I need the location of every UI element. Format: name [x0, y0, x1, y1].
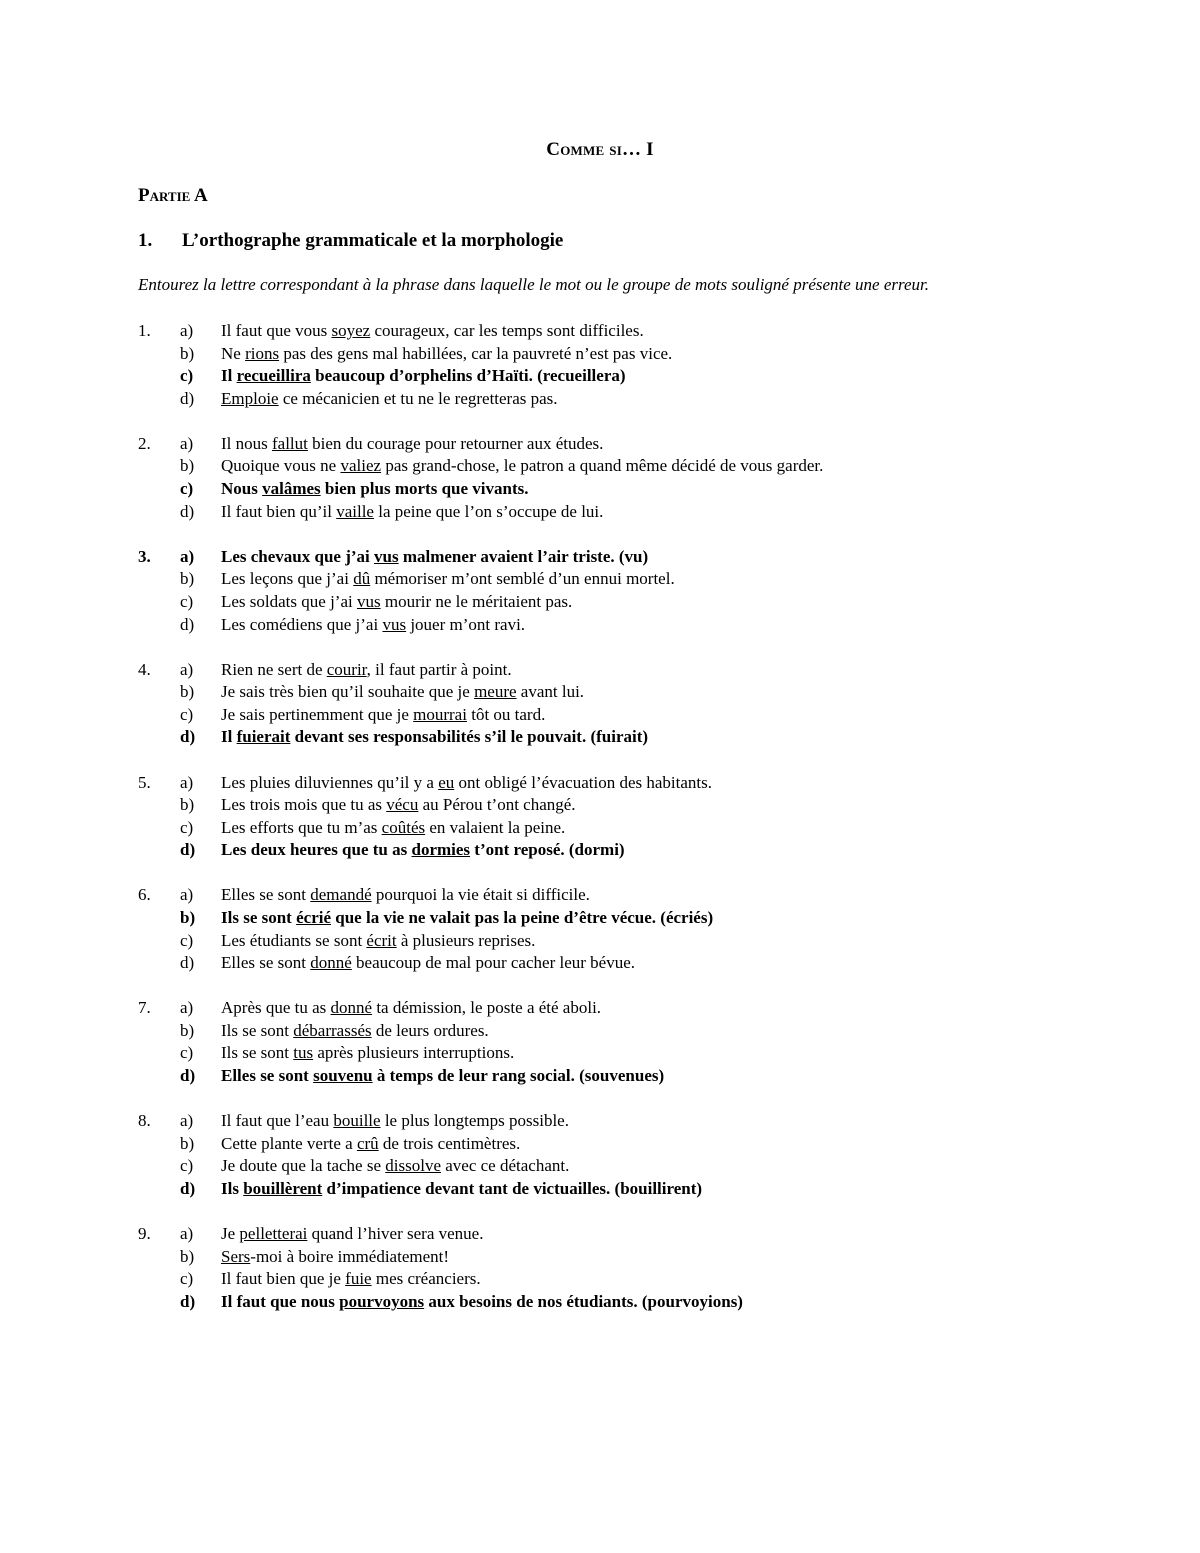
sentence-text: avec ce détachant. [441, 1156, 570, 1176]
underlined-word: pourvoyons [339, 1291, 425, 1311]
sentence-text: Je sais pertinemment que je [221, 704, 414, 724]
underlined-word: valiez [340, 456, 382, 476]
underlined-word: donné [310, 953, 352, 973]
underlined-word: coûtés [381, 817, 426, 837]
document-title: Comme si… I [546, 139, 654, 160]
question-list [0, 320, 1200, 1336]
sentence-text: Ils se sont [221, 907, 297, 927]
question-number: 3. [138, 546, 151, 566]
sentence-text: t’ont reposé. (dormi) [470, 840, 625, 860]
sentence-text: , il faut partir à point. [366, 659, 512, 679]
option-letter[interactable]: c) [180, 930, 194, 950]
sentence-text: beaucoup de mal pour cacher leur bévue. [351, 953, 635, 973]
option-sentence [221, 1178, 702, 1201]
option-row-answer [0, 1178, 1200, 1201]
option-row [0, 343, 1200, 366]
option-sentence [221, 839, 625, 862]
underlined-word: crû [356, 1133, 379, 1153]
sentence-text: Les étudiants se sont [221, 930, 367, 950]
sentence-text: Il [221, 727, 237, 747]
sentence-text: Cette plante verte a [221, 1133, 357, 1153]
sentence-text: Elles se sont [221, 885, 311, 905]
option-row [0, 794, 1200, 817]
underlined-word: écrié [296, 907, 332, 927]
option-letter[interactable]: d) [180, 1178, 196, 1198]
option-letter[interactable]: a) [180, 659, 194, 679]
option-row [0, 884, 1200, 907]
underlined-word: courir [326, 659, 367, 679]
underlined-word: dissolve [385, 1156, 441, 1176]
sentence-text: Quoique vous ne [221, 456, 341, 476]
option-sentence [221, 546, 648, 569]
sentence-text: mes créanciers. [371, 1269, 481, 1289]
option-row [0, 1020, 1200, 1043]
option-sentence [221, 501, 603, 524]
underlined-word: souvenu [313, 1066, 373, 1086]
sentence-text: avant lui. [516, 682, 585, 702]
sentence-text: Je sais très bien qu’il souhaite que je [221, 682, 475, 702]
sentence-text: Il faut que l’eau [221, 1111, 334, 1131]
option-letter[interactable]: c) [180, 1269, 194, 1289]
option-row-answer [0, 1065, 1200, 1088]
option-row [0, 1268, 1200, 1291]
sentence-text: Ils se sont [221, 1020, 294, 1040]
underlined-word: fuierait [236, 727, 291, 747]
option-sentence [221, 1020, 489, 1043]
underlined-word: pelletterai [239, 1224, 308, 1243]
section-number: 1. [138, 230, 153, 251]
question-number: 4. [138, 659, 151, 679]
option-sentence [221, 704, 545, 727]
sentence-text: ce mécanicien et tu ne le regretteras pas. [278, 388, 558, 408]
option-letter[interactable]: b) [180, 907, 196, 927]
sentence-text: Ils se sont [221, 1043, 294, 1063]
underlined-word: dû [353, 569, 371, 589]
sentence-text: Ils [221, 1178, 244, 1198]
sentence-text: mémoriser m’ont semblé d’un ennui mortel. [370, 569, 675, 589]
option-row [0, 997, 1200, 1020]
option-sentence [221, 817, 565, 840]
option-row [0, 433, 1200, 456]
option-sentence [221, 1223, 483, 1246]
sentence-text: Il faut que nous [221, 1291, 340, 1311]
underlined-word: écrit [366, 930, 397, 950]
question-number: 7. [138, 998, 151, 1018]
sentence-text: Il [221, 366, 237, 386]
underlined-word: vécu [386, 795, 419, 815]
question-number: 8. [138, 1111, 151, 1131]
sentence-text: Les comédiens que j’ai [221, 614, 383, 634]
option-letter[interactable]: b) [180, 795, 195, 815]
option-row [0, 455, 1200, 478]
option-sentence [221, 1065, 664, 1088]
option-row [0, 930, 1200, 953]
option-sentence [221, 907, 713, 930]
sentence-text: Je [221, 1224, 240, 1243]
sentence-text: Il faut bien que je [221, 1269, 346, 1289]
option-letter[interactable]: c) [180, 817, 194, 837]
option-sentence [221, 1133, 520, 1156]
option-row [0, 1042, 1200, 1065]
sentence-text: Rien ne sert de [221, 659, 327, 679]
option-sentence [221, 478, 528, 501]
option-sentence [221, 1268, 481, 1291]
option-sentence [221, 388, 558, 411]
sentence-text: -moi à boire immédiatement! [250, 1246, 450, 1266]
option-sentence [221, 320, 644, 343]
question-item [0, 546, 1200, 636]
sentence-text: devant ses responsabilités s’il le pouvait. (fuirait) [290, 727, 649, 747]
option-sentence [221, 884, 590, 907]
option-row [0, 952, 1200, 975]
option-sentence [221, 1155, 569, 1178]
sentence-text: Il faut que vous [221, 321, 332, 340]
option-letter[interactable]: a) [180, 546, 195, 566]
option-sentence [221, 343, 672, 366]
question-item [0, 1110, 1200, 1200]
option-sentence [221, 726, 648, 749]
option-letter[interactable]: a) [180, 885, 194, 905]
sentence-text: ont obligé l’évacuation des habitants. [454, 772, 712, 792]
sentence-text: pourquoi la vie était si difficile. [371, 885, 590, 905]
option-sentence [221, 455, 823, 478]
option-letter[interactable]: a) [180, 1224, 194, 1243]
sentence-text: que la vie ne valait pas la peine d’être vécue. (écriés) [331, 907, 714, 927]
sentence-text: malmener avaient l’air triste. (vu) [398, 546, 649, 566]
option-sentence [221, 1110, 569, 1133]
option-letter[interactable]: b) [180, 682, 195, 702]
sentence-text: Elles se sont [221, 953, 311, 973]
option-letter[interactable]: d) [180, 1066, 196, 1086]
sentence-text: mourir ne le méritaient pas. [380, 591, 573, 611]
underlined-word: donné [330, 998, 373, 1018]
option-row-answer [0, 1291, 1200, 1314]
sentence-text: jouer m’ont ravi. [406, 614, 526, 634]
sentence-text: à plusieurs reprises. [396, 930, 536, 950]
option-row [0, 772, 1200, 795]
option-letter[interactable]: c) [180, 1043, 194, 1063]
option-letter[interactable]: d) [180, 388, 195, 408]
sentence-text: Je doute que la tache se [221, 1156, 386, 1176]
option-sentence [221, 614, 525, 637]
option-sentence [221, 681, 584, 704]
sentence-text: Il nous [221, 433, 272, 453]
option-row [0, 1133, 1200, 1156]
option-letter[interactable]: d) [180, 501, 195, 521]
sentence-text: la peine que l’on s’occupe de lui. [373, 501, 604, 521]
underlined-word: vus [374, 546, 399, 566]
option-row [0, 681, 1200, 704]
option-letter[interactable]: b) [180, 456, 195, 476]
question-item [0, 433, 1200, 523]
sentence-text: Les leçons que j’ai [221, 569, 354, 589]
option-letter[interactable]: b) [180, 1133, 195, 1153]
section-heading [138, 230, 563, 252]
option-letter[interactable]: c) [180, 1156, 194, 1176]
question-item [0, 884, 1200, 974]
option-letter[interactable]: b) [180, 1246, 195, 1266]
option-letter[interactable]: c) [180, 591, 194, 611]
underlined-word: bouille [333, 1111, 381, 1131]
option-sentence [221, 794, 576, 817]
option-letter[interactable]: b) [180, 1020, 195, 1040]
sentence-text: bien du courage pour retourner aux études. [307, 433, 604, 453]
underlined-word: vus [356, 591, 381, 611]
option-letter[interactable]: b) [180, 569, 195, 589]
option-row [0, 1223, 1200, 1246]
option-letter[interactable]: c) [180, 704, 194, 724]
option-row [0, 1155, 1200, 1178]
option-row-answer [0, 478, 1200, 501]
underlined-word: tus [293, 1043, 314, 1063]
underlined-word: recueillira [236, 366, 311, 386]
option-row-answer [0, 839, 1200, 862]
instruction-text: Entourez la lettre correspondant à la phrase dans laquelle le mot ou le groupe de mots souligné présente une erreur. [138, 275, 930, 294]
option-sentence [221, 591, 572, 614]
option-row [0, 568, 1200, 591]
underlined-word: fallut [272, 433, 308, 453]
option-letter[interactable]: c) [180, 479, 194, 499]
option-sentence [221, 997, 601, 1020]
sentence-text: Après que tu as [221, 998, 331, 1018]
option-row [0, 817, 1200, 840]
question-item [0, 1223, 1200, 1313]
option-row [0, 1110, 1200, 1133]
sentence-text: Les soldats que j’ai [221, 591, 357, 611]
sentence-text: Nous [221, 479, 263, 499]
sentence-text: Les deux heures que tu as [221, 840, 412, 860]
option-letter[interactable]: c) [180, 366, 194, 386]
sentence-text: aux besoins de nos étudiants. (pourvoyions) [424, 1291, 743, 1311]
sentence-text: de trois centimètres. [378, 1133, 521, 1153]
underlined-word: demandé [310, 885, 372, 905]
underlined-word: vus [382, 614, 407, 634]
option-letter[interactable]: a) [180, 433, 194, 453]
sentence-text: Les pluies diluviennes qu’il y a [221, 772, 439, 792]
underlined-word: eu [438, 772, 455, 792]
sentence-text: ta démission, le poste a été aboli. [372, 998, 602, 1018]
underlined-word: rions [245, 343, 280, 363]
option-letter[interactable]: a) [180, 321, 194, 340]
underlined-word: meure [474, 682, 517, 702]
underlined-word: fuie [345, 1269, 372, 1289]
option-sentence [221, 568, 675, 591]
option-row-answer [0, 546, 1200, 569]
underlined-word: valâmes [262, 479, 321, 499]
sentence-text: Il faut bien qu’il [221, 501, 337, 521]
option-letter[interactable]: d) [180, 727, 196, 747]
underlined-word: dormies [411, 840, 471, 860]
option-row [0, 659, 1200, 682]
question-number: 2. [138, 433, 151, 453]
sentence-text: courageux, car les temps sont difficiles. [370, 321, 644, 340]
option-row-answer [0, 726, 1200, 749]
sentence-text: pas des gens mal habillées, car la pauvreté n’est pas vice. [279, 343, 673, 363]
option-sentence [221, 772, 712, 795]
sentence-text: pas grand-chose, le patron a quand même décidé de vous garder. [381, 456, 824, 476]
option-sentence [221, 659, 512, 682]
sentence-text: quand l’hiver sera venue. [307, 1224, 484, 1243]
question-item [0, 320, 1200, 410]
sentence-text: beaucoup d’orphelins d’Haïti. (recueillera) [310, 366, 626, 386]
option-row-answer [0, 365, 1200, 388]
option-row [0, 501, 1200, 524]
question-number: 6. [138, 885, 151, 905]
option-row [0, 388, 1200, 411]
sentence-text: Les chevaux que j’ai [221, 546, 374, 566]
option-row [0, 614, 1200, 637]
underlined-word: Emploie [221, 388, 279, 408]
option-row [0, 320, 1200, 343]
option-letter[interactable]: a) [180, 772, 194, 792]
option-letter[interactable]: b) [180, 343, 195, 363]
sentence-text: Les efforts que tu m’as [221, 817, 382, 837]
option-sentence [221, 930, 535, 953]
option-letter[interactable]: a) [180, 1111, 194, 1131]
question-number: 1. [138, 321, 151, 340]
question-number: 5. [138, 772, 151, 792]
question-item [0, 997, 1200, 1087]
section-title: L’orthographe grammaticale et la morphologie [182, 230, 564, 251]
option-letter[interactable]: a) [180, 998, 194, 1018]
option-row [0, 704, 1200, 727]
option-sentence [221, 952, 635, 975]
question-number: 9. [138, 1224, 151, 1243]
sentence-text: le plus longtemps possible. [380, 1111, 569, 1131]
sentence-text: d’impatience devant tant de victuailles. (bouillirent) [322, 1178, 703, 1198]
underlined-word: soyez [331, 321, 371, 340]
underlined-word: Sers [221, 1246, 251, 1266]
sentence-text: au Pérou t’ont changé. [418, 795, 576, 815]
option-sentence [221, 433, 603, 456]
sentence-text: tôt ou tard. [466, 704, 546, 724]
part-title: Partie A [138, 185, 208, 206]
option-row-answer [0, 907, 1200, 930]
sentence-text: Les trois mois que tu as [221, 795, 387, 815]
sentence-text: bien plus morts que vivants. [320, 479, 529, 499]
underlined-word: mourrai [413, 704, 467, 724]
sentence-text: après plusieurs interruptions. [313, 1043, 515, 1063]
underlined-word: débarrassés [293, 1020, 372, 1040]
sentence-text: Ne [221, 343, 246, 363]
option-sentence [221, 1246, 449, 1269]
option-sentence [221, 365, 626, 388]
option-sentence [221, 1042, 514, 1065]
option-row [0, 591, 1200, 614]
underlined-word: vaille [336, 501, 374, 521]
option-row [0, 1246, 1200, 1269]
option-letter[interactable]: d) [180, 953, 195, 973]
question-item [0, 772, 1200, 862]
option-letter[interactable]: d) [180, 614, 195, 634]
sentence-text: à temps de leur rang social. (souvenues) [372, 1066, 665, 1086]
option-sentence [221, 1291, 743, 1314]
sentence-text: en valaient la peine. [425, 817, 566, 837]
option-letter[interactable]: d) [180, 1291, 196, 1311]
sentence-text: de leurs ordures. [371, 1020, 489, 1040]
underlined-word: bouillèrent [243, 1178, 323, 1198]
option-letter[interactable]: d) [180, 840, 196, 860]
question-item [0, 659, 1200, 749]
sentence-text: Elles se sont [221, 1066, 314, 1086]
